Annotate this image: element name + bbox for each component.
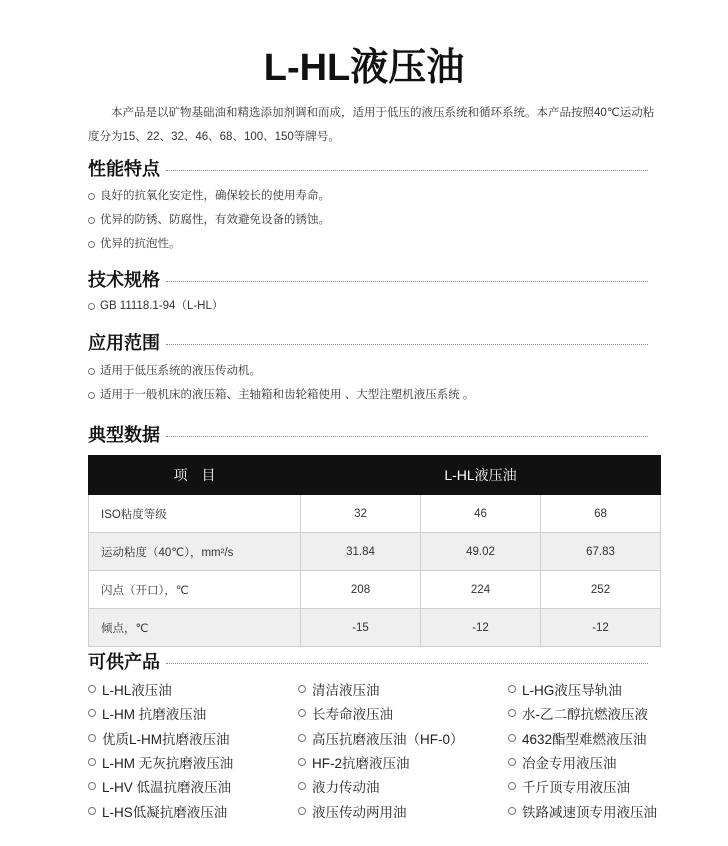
product-item: 铁路减速顶专用液压油 — [508, 798, 678, 822]
list-item: 适用于低压系统的液压传动机。 — [88, 359, 658, 383]
bullet-icon — [88, 392, 95, 399]
table-header-row — [89, 456, 661, 495]
product-item: L-HS低凝抗磨液压油 — [88, 798, 298, 822]
section-label: 应用范围 — [88, 333, 160, 353]
bullet-icon — [298, 758, 306, 766]
product-item: 冶金专用液压油 — [508, 750, 678, 774]
bullet-icon — [298, 685, 306, 693]
product-item: 4632酯型难燃液压油 — [508, 726, 678, 750]
dotted-divider — [166, 436, 648, 437]
product-item: 清洁液压油 — [298, 677, 508, 701]
row-name: ISO粘度等级 — [89, 495, 301, 533]
header-product: L-HL液压油 — [301, 456, 661, 495]
row-name: 闪点（开口），℃ — [89, 571, 301, 609]
bullet-icon — [508, 685, 516, 693]
bullet-icon — [298, 782, 306, 790]
product-item: 长寿命液压油 — [298, 701, 508, 725]
page-title: L-HL液压油 — [263, 47, 465, 89]
list-item: GB 11118.1-94（L-HL） — [88, 294, 658, 318]
bullet-icon — [508, 758, 516, 766]
product-item: 千斤顶专用液压油 — [508, 774, 678, 798]
bullet-icon — [88, 782, 96, 790]
row-value: -12 — [541, 609, 661, 647]
list-item: 优异的防锈、防腐性，有效避免设备的锈蚀。 — [88, 208, 658, 232]
product-item: L-HM 抗磨液压油 — [88, 701, 298, 725]
bullet-icon — [508, 782, 516, 790]
product-item: 水-乙二醇抗燃液压液 — [508, 701, 678, 725]
product-item: L-HV 低温抗磨液压油 — [88, 774, 298, 798]
dotted-divider — [166, 281, 648, 282]
row-value: 32 — [301, 495, 421, 533]
products-grid — [88, 677, 678, 823]
row-value: -12 — [421, 609, 541, 647]
bullet-icon — [88, 303, 95, 310]
row-value: 208 — [301, 571, 421, 609]
section-label: 技术规格 — [88, 270, 160, 290]
bullet-icon — [88, 241, 95, 248]
bullet-icon — [88, 709, 96, 717]
list-item: 适用于一般机床的液压箱、主轴箱和齿轮箱使用 、大型注塑机液压系统 。 — [88, 383, 658, 407]
product-item: 液压传动两用油 — [298, 798, 508, 822]
product-item: L-HL液压油 — [88, 677, 298, 701]
row-value: 252 — [541, 571, 661, 609]
row-value: 67.83 — [541, 533, 661, 571]
table-row — [89, 533, 661, 571]
product-item: 高压抗磨液压油（HF-0） — [298, 726, 508, 750]
row-value: 31.84 — [301, 533, 421, 571]
bullet-icon — [88, 758, 96, 766]
dotted-divider — [166, 170, 648, 171]
section-application-heading — [88, 330, 648, 354]
performance-list — [88, 184, 658, 256]
section-specs-heading — [88, 267, 648, 291]
table-row — [89, 609, 661, 647]
row-name: 倾点，℃ — [89, 609, 301, 647]
specs-list — [88, 294, 658, 318]
section-typical-heading — [88, 422, 648, 446]
row-value: 68 — [541, 495, 661, 533]
bullet-icon — [508, 734, 516, 742]
dotted-divider — [166, 663, 648, 664]
product-item: 优质L-HM抗磨液压油 — [88, 726, 298, 750]
list-item: 良好的抗氧化安定性，确保较长的使用寿命。 — [88, 184, 658, 208]
application-list — [88, 359, 658, 407]
product-item: L-HG液压导轨油 — [508, 677, 678, 701]
bullet-icon — [508, 807, 516, 815]
row-value: 49.02 — [421, 533, 541, 571]
product-item: 液力传动油 — [298, 774, 508, 798]
bullet-icon — [88, 368, 95, 375]
bullet-icon — [298, 807, 306, 815]
list-item: 优异的抗泡性。 — [88, 232, 658, 256]
bullet-icon — [298, 709, 306, 717]
section-label: 可供产品 — [88, 652, 160, 672]
product-item: HF-2抗磨液压油 — [298, 750, 508, 774]
table-row — [89, 571, 661, 609]
row-name: 运动粘度（40℃），mm²/s — [89, 533, 301, 571]
bullet-icon — [88, 217, 95, 224]
row-value: -15 — [301, 609, 421, 647]
header-item: 项 目 — [89, 456, 301, 495]
bullet-icon — [88, 193, 95, 200]
dotted-divider — [166, 344, 648, 345]
bullet-icon — [88, 685, 96, 693]
product-item: L-HM 无灰抗磨液压油 — [88, 750, 298, 774]
intro-paragraph: 本产品是以矿物基础油和精选添加剂调和而成，适用于低压的液压系统和循环系统。本产品按照40℃运动粘度分为15、22、32、46、68、100、150等牌号。 — [88, 107, 655, 143]
section-performance-heading — [88, 156, 648, 180]
row-value: 224 — [421, 571, 541, 609]
table-row — [89, 495, 661, 533]
section-label: 典型数据 — [88, 425, 160, 445]
bullet-icon — [508, 709, 516, 717]
bullet-icon — [88, 807, 96, 815]
section-products-heading — [88, 649, 648, 673]
bullet-icon — [298, 734, 306, 742]
typical-data-table — [88, 455, 661, 647]
section-label: 性能特点 — [88, 159, 160, 179]
row-value: 46 — [421, 495, 541, 533]
bullet-icon — [88, 734, 96, 742]
